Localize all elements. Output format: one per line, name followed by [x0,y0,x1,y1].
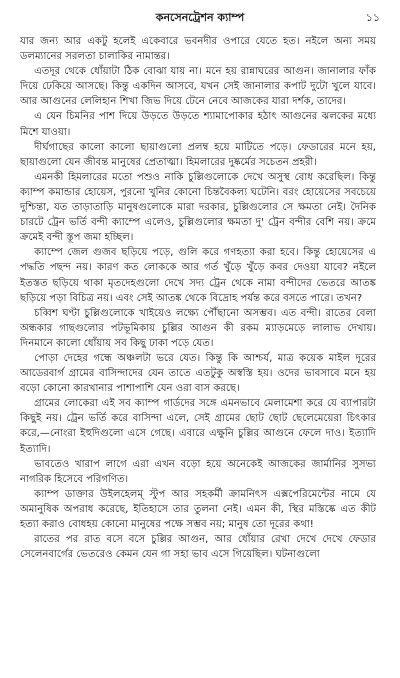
paragraph: রাতের পর রাত বসে বসে চুল্লির আগুন, আর ধোঁয়ার রেখা দেখে দেখে ফেডার সেলেনবার্গের ভেতরেও কেমন যেন গা সহা ভাব এসে গিয়েছিল। ঘটনাগুলো [20,534,376,561]
paragraph: যার জন্য আর একটু হলেই একেবারে ভবনদীর ওপারে যেতে হত। নইলে অন্য সময় ডলম্যানের সরলতা চালাকির নামান্তর। [20,36,376,63]
paragraph: গ্রামের লোকেরা এই সব ক্যাম্প গার্ডদের সঙ্গে এমনভাবে মেলামেশা করে যে ব্যাপারটা কিছুই নয়। ট্রেন ভর্তি করে বাসিন্দা এলে, সেই গ্রামের ছোট ছোট ছেলেমেয়েরা চিৎকার করে,—নোংরা ইহুদিগুলো এসে গেছে। এবারে এক্ষুনি চুল্লির আগুনে ফেলে দাও। ইত্যাদি ইত্যাদি। [20,398,376,455]
paragraph: পোড়া দেহের গন্ধে অঞ্চলটা ভরে যেত। কিন্তু কি আশ্চর্য, মাত্র কয়েক মাইল দূরের আডেরবার্গ গ্রামের বাসিন্দাদের যেন তাতে এতটুকু অস্বস্তি হয়। ওদের ভাবসাবে মনে হয় বড়ো কোনো কারখানার পাশাপাশি যেন ওরা বাস করছে। [20,352,376,395]
paragraph: ভাবতেও খারাপ লাগে এরা এখন বড়ো হয়ে অনেকেই আজকের জার্মানির সুসভ্য নাগরিক হিসেবে পরিগণিত। [20,458,376,485]
paragraph: ক্যাম্পে জেল গুজব ছড়িয়ে পড়ে, গুলি করে গণহত্যা করা হবে। কিন্তু হোয়েসের এ পদ্ধতি পছন্দ নয়। কারণ কত লোককে আর গর্ত খুঁড়ে খুঁড়ে কবর দেওয়া যাবে? নইলে ইতস্তত ছড়িয়ে থাকা মৃতদেহগুলো দেখে সদ্য ট্রেন থেকে নামা বন্দীদের ভেতরে আতঙ্ক ছড়িয়ে পড়া বিচিত্র নয়। এবং সেই আতঙ্ক থেকে বিদ্রোহ পর্যন্ত করে বসতে পারে। তখন? [20,247,376,304]
paragraph: দীর্ঘগাছের কালো কালো ছায়াগুলো প্রলম্ব হয়ে মাটিতে পড়ে। ফেডারের মনে হয়, ছায়াগুলো যেন জীবন্ত মানুষের প্রেতাত্মা। হিমলারের দুষ্কর্মের সচেতন প্রহরী। [20,141,376,168]
paragraph: এতদূর থেকে ধোঁয়াটা ঠিক বোঝা যায় না। মনে হয় রান্নাঘরের আগুন। জানালার ফাঁক দিয়ে ঢেকিয়ে আসছে। কিন্তু একদিন আসবে, যখন সেই জানালার কপাট দুটো খুলে যাবে। আর আগুনের লেলিহান শিখা জিভ দিয়ে টেনে নেবে আজকের যারা দর্শক, তাদের। [20,66,376,108]
body-text [20,34,376,670]
page-number: ১১ [365,11,380,24]
running-title: কনসেনট্রেশন ক্যাম্প [155,11,245,24]
page-header [20,10,380,28]
paragraph: এ যেন চিমনির পাশ দিয়ে উড়তে উড়তে শ্যামাপোকার হঠাৎ আগুনের ঝলকের মধ্যে মিশে যাওয়া। [20,111,376,138]
paragraph: ক্যাম্প ডাক্তার উইলহেলম্ স্টুপ আর সহকর্মী ক্রামনিৎস এক্সপেরিমেন্টের নামে যে অমানুষিক অপরাধ করেছে, ইতিহাসে তার তুলনা নেই। এমন কী, স্থির মস্তিষ্কে এত কীট হত্যা করাও বোধহয় কোনো মানুষের পক্ষে সম্ভব নয়; মানুষ তো দূরের কথা! [20,488,376,530]
paragraph: চব্বিশ ঘণ্টা চুল্লিগুলোকে খাইয়েও লক্ষ্যে পৌঁছানো অসম্ভব। এত বন্দী। রাতের বেলা অন্ধকার গাছগুলোর পটভূমিকায় চুল্লির আগুন কী রকম ম্যাড়মেড়ে লালাভ দেখায়। দিনমানে কালো ধোঁয়ায় সব কিছু ঢাকা পড়ে যেত। [20,307,376,349]
paragraph: এমনকী হিমলারের মতো পশুও নাকি চুল্লিগুলোকে দেখে অসুস্থ বোধ করেছিল। কিন্তু ক্যাম্প কমান্ডার হোয়েস, পুরনো খুনির কোনো চিন্তবৈকল্য ঘটেনি। বরং হোয়েসের সবচেয়ে দুশ্চিন্তা, যত তাড়াতাড়ি মানুষগুলোকে মারা দরকার, চুল্লিগুলোর সে ক্ষমতা নেই। দৈনিক চারটে ট্রেন ভর্তি বন্দী ক্যাম্পে এলেও, চুল্লিগুলোর ক্ষমতা দু' ট্রেন বন্দীর বেশি নয়। ক্রমে ক্রমেই বন্দী স্তূপ জমা হচ্ছিল। [20,171,376,244]
